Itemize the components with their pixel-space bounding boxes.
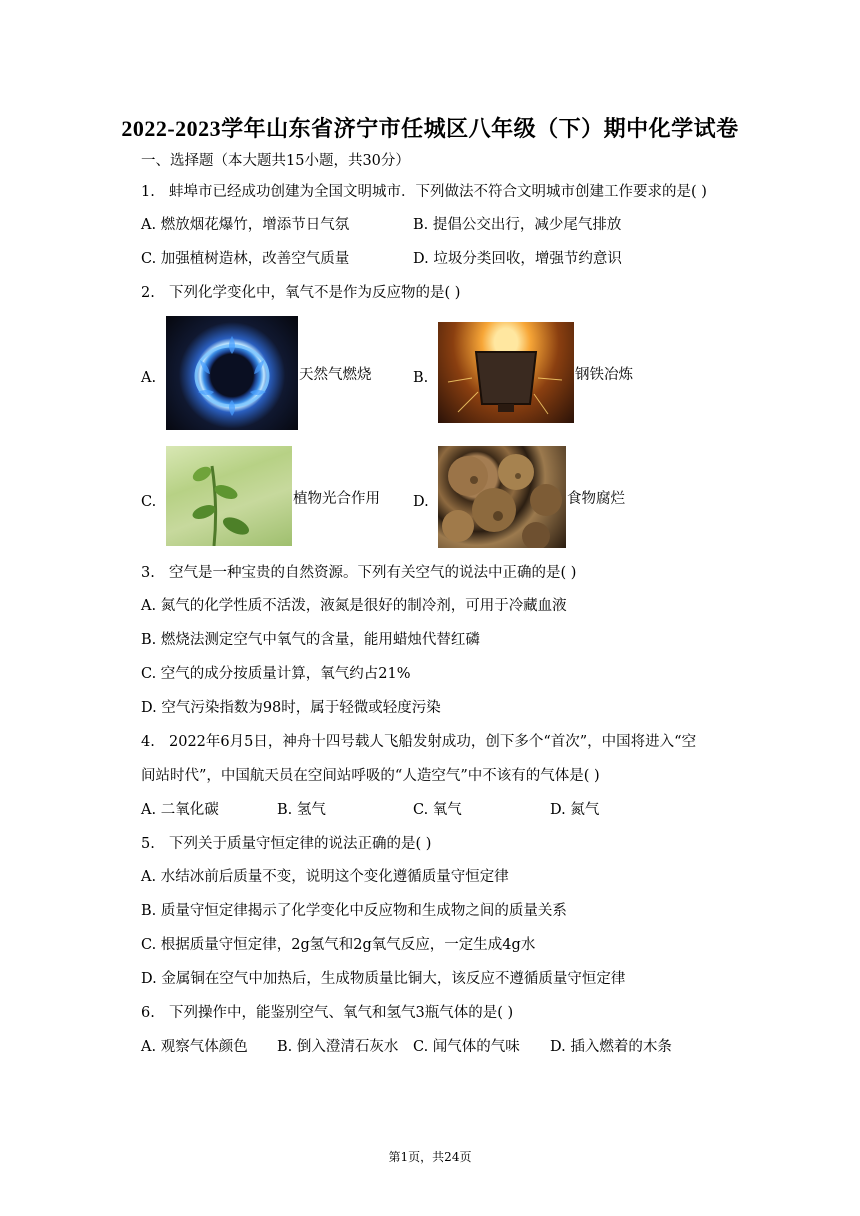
q1-option-d: D. 垃圾分类回收，增强节约意识 xyxy=(413,251,622,267)
q1-option-a: A. 燃放烟花爆竹，增添节日气氛 xyxy=(141,217,350,233)
question-text: 下列关于质量守恒定律的说法正确的是( ) xyxy=(169,836,432,852)
question-number: 2. xyxy=(141,285,155,301)
q5-option-b: B. 质量守恒定律揭示了化学变化中反应物和生成物之间的质量关系 xyxy=(141,903,567,919)
question-number: 4. xyxy=(141,734,155,750)
q2-option-d-text: 食物腐烂 xyxy=(567,491,625,507)
q2-option-a-text: 天然气燃烧 xyxy=(299,367,372,383)
q6-option-b: B. 倒入澄清石灰水 xyxy=(277,1039,399,1055)
q2-option-c-text: 植物光合作用 xyxy=(293,491,380,507)
q6-option-d: D. 插入燃着的木条 xyxy=(550,1039,672,1055)
question-4 xyxy=(141,733,696,751)
rotting-fruit-icon xyxy=(438,446,566,548)
q1-option-b: B. 提倡公交出行，减少尾气排放 xyxy=(413,217,622,233)
page-footer: 第1页，共24页 xyxy=(388,1150,472,1164)
exam-title: 2022-2023学年山东省济宁市任城区八年级（下）期中化学试卷 xyxy=(121,116,739,141)
q1-option-c: C. 加强植树造林，改善空气质量 xyxy=(141,251,350,267)
question-number: 5. xyxy=(141,836,155,852)
q2-option-d-label: D. xyxy=(413,494,429,510)
question-text: 空气是一种宝贵的自然资源。下列有关空气的说法中正确的是( ) xyxy=(169,565,577,581)
question-2 xyxy=(141,284,460,302)
question-number: 6. xyxy=(141,1005,155,1021)
ladle-icon xyxy=(438,322,574,423)
q3-option-b: B. 燃烧法测定空气中氧气的含量，能用蜡烛代替红磷 xyxy=(141,632,480,648)
q3-option-d: D. 空气污染指数为98时，属于轻微或轻度污染 xyxy=(141,700,441,716)
q2-option-b-text: 钢铁冶炼 xyxy=(575,367,633,383)
question-3 xyxy=(141,564,576,582)
question-number: 1. xyxy=(141,184,155,200)
q6-option-c: C. 闻气体的气味 xyxy=(413,1039,520,1055)
q2-option-b-label: B. xyxy=(413,370,429,386)
question-text: 蚌埠市已经成功创建为全国文明城市．下列做法不符合文明城市创建工作要求的是( ) xyxy=(169,184,707,200)
q4-option-b: B. 氢气 xyxy=(277,802,326,818)
q3-option-c: C. 空气的成分按质量计算，氧气约占21% xyxy=(141,666,411,682)
question-text: 下列操作中，能鉴别空气、氧气和氢气3瓶气体的是( ) xyxy=(169,1005,514,1021)
q3-option-a: A. 氮气的化学性质不活泼，液氮是很好的制冷剂，可用于冷藏血液 xyxy=(141,598,567,614)
q5-option-d: D. 金属铜在空气中加热后，生成物质量比铜大，该反应不遵循质量守恒定律 xyxy=(141,971,626,987)
question-text: 下列化学变化中，氧气不是作为反应物的是( ) xyxy=(169,285,461,301)
q5-option-a: A. 水结冰前后质量不变，说明这个变化遵循质量守恒定律 xyxy=(141,869,509,885)
plant-image xyxy=(166,446,292,546)
q4-option-d: D. 氮气 xyxy=(550,802,600,818)
section-heading: 一、选择题（本大题共15小题，共30分） xyxy=(141,153,410,169)
q4-option-a: A. 二氧化碳 xyxy=(141,802,219,818)
q2-option-c-label: C. xyxy=(141,494,157,510)
question-4-line2: 间站时代”，中国航天员在空间站呼吸的“人造空气”中不该有的气体是( ) xyxy=(141,768,600,784)
question-1 xyxy=(141,183,707,201)
q4-option-c: C. 氧气 xyxy=(413,802,462,818)
question-5 xyxy=(141,835,431,853)
question-6 xyxy=(141,1004,513,1022)
flame-ring-icon xyxy=(166,316,298,430)
q5-option-c: C. 根据质量守恒定律，2g氢气和2g氧气反应，一定生成4g水 xyxy=(141,937,536,953)
question-number: 3. xyxy=(141,565,155,581)
q6-option-a: A. 观察气体颜色 xyxy=(141,1039,248,1055)
seedling-icon xyxy=(166,446,292,546)
question-text-line1: 2022年6月5日，神舟十四号载人飞船发射成功，创下多个“首次”，中国将进入“空 xyxy=(169,734,697,750)
q2-option-a-label: A. xyxy=(141,370,157,386)
gas-flame-image xyxy=(166,316,298,430)
rotten-food-image xyxy=(438,446,566,548)
steel-smelting-image xyxy=(438,322,574,423)
